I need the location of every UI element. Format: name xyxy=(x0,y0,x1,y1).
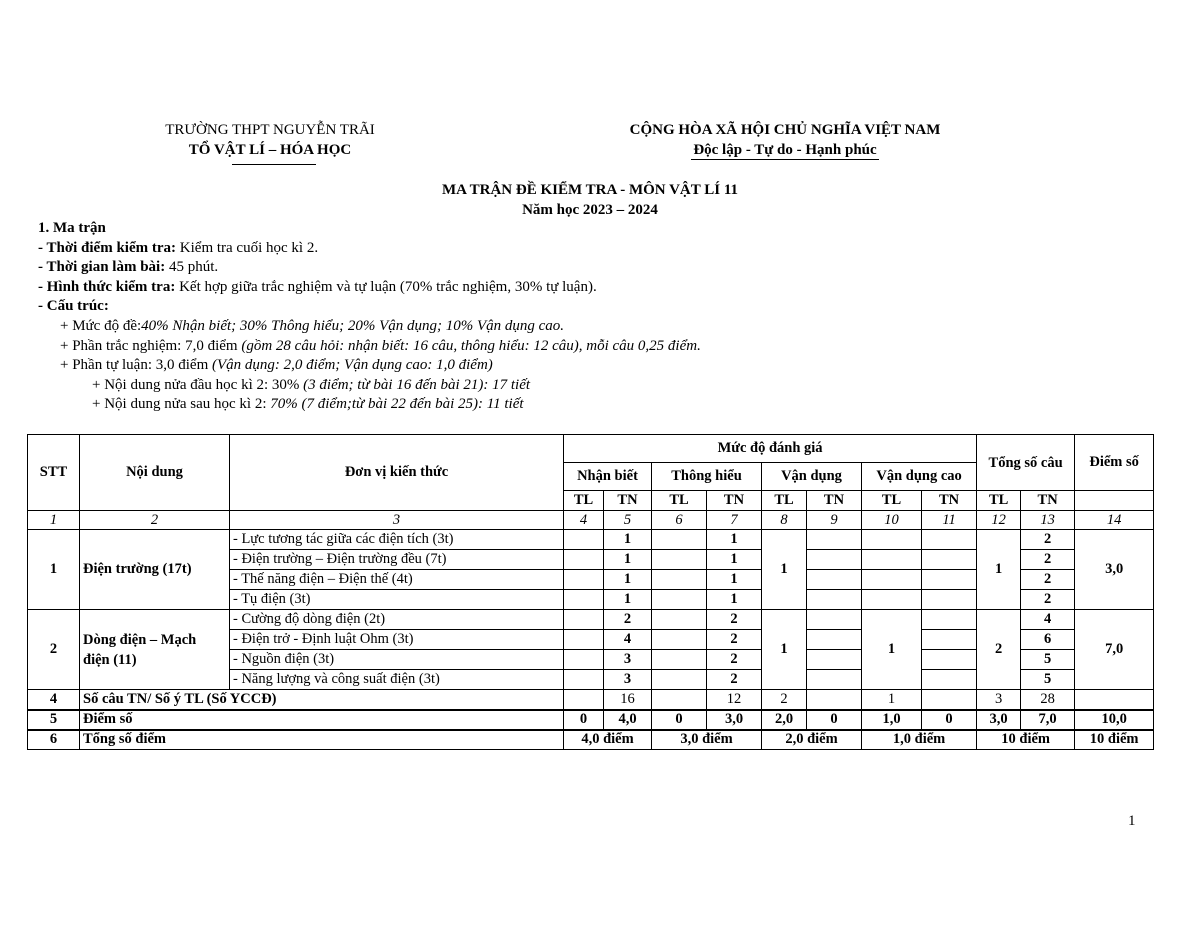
empty-cell xyxy=(564,690,604,710)
title-line-2: Năm học 2023 – 2024 xyxy=(522,202,658,218)
col-number: 14 xyxy=(1075,511,1154,530)
group1-vd-tl: 1 xyxy=(762,530,807,610)
empty-cell xyxy=(564,570,604,590)
score-value: 10,0 xyxy=(1075,710,1154,730)
empty-cell xyxy=(807,530,862,550)
count-stt: 4 xyxy=(28,690,80,710)
empty-cell xyxy=(652,550,707,570)
empty-cell xyxy=(922,610,977,630)
group2-th-tn: 2 xyxy=(707,610,762,630)
empty-cell xyxy=(564,650,604,670)
score-value: 4,0 xyxy=(604,710,652,730)
empty-cell xyxy=(652,670,707,690)
score-value: 0 xyxy=(652,710,707,730)
group1-unit: - Lực tương tác giữa các điện tích (3t) xyxy=(230,530,564,550)
empty-cell xyxy=(807,670,862,690)
header-row-1 xyxy=(28,435,1154,463)
group2-stt: 2 xyxy=(28,610,80,690)
total-stt: 6 xyxy=(28,730,80,750)
nation-header xyxy=(590,120,980,160)
header-level: Mức độ đánh giá xyxy=(564,435,977,463)
count-nb-tn: 16 xyxy=(604,690,652,710)
score-row xyxy=(28,710,1154,730)
table-row xyxy=(28,530,1154,550)
group2-content: Dòng điện – Mạch điện (11) xyxy=(80,610,230,690)
empty-cell xyxy=(652,570,707,590)
group2-total-tn: 4 xyxy=(1021,610,1075,630)
group1-total-tn: 2 xyxy=(1021,570,1075,590)
score-value: 0 xyxy=(807,710,862,730)
header-total-questions: Tổng số câu xyxy=(977,435,1075,491)
group2-nb-tn: 2 xyxy=(604,610,652,630)
empty-cell xyxy=(922,650,977,670)
empty-cell xyxy=(564,530,604,550)
col-number: 9 xyxy=(807,511,862,530)
score-stt: 5 xyxy=(28,710,80,730)
empty-cell xyxy=(564,610,604,630)
group2-total-tl: 2 xyxy=(977,610,1021,690)
count-total-tl: 3 xyxy=(977,690,1021,710)
empty-cell xyxy=(862,530,922,550)
assessment-matrix-table xyxy=(27,434,1154,750)
group2-th-tn: 2 xyxy=(707,670,762,690)
empty-cell xyxy=(807,630,862,650)
empty-cell xyxy=(652,650,707,670)
empty-cell xyxy=(807,650,862,670)
group2-unit: - Nguồn điện (3t) xyxy=(230,650,564,670)
empty-cell xyxy=(564,630,604,650)
total-nb: 4,0 điểm xyxy=(564,730,652,750)
empty-cell xyxy=(807,610,862,630)
group2-nb-tn: 3 xyxy=(604,670,652,690)
header-vdc: Vận dụng cao xyxy=(862,463,977,491)
group1-th-tn: 1 xyxy=(707,590,762,610)
col-number: 3 xyxy=(230,511,564,530)
empty-cell xyxy=(652,610,707,630)
group1-nb-tn: 1 xyxy=(604,530,652,550)
group1-th-tn: 1 xyxy=(707,530,762,550)
header-nb-tl: TL xyxy=(564,491,604,511)
header-nb-tn: TN xyxy=(604,491,652,511)
info-first-half: + Nội dung nửa đầu học kì 2: 30% (3 điểm; từ bài 16 đến bài 21): 17 tiết xyxy=(92,376,531,393)
score-value: 0 xyxy=(922,710,977,730)
col-number: 11 xyxy=(922,511,977,530)
exam-info xyxy=(38,219,1138,415)
group2-nb-tn: 3 xyxy=(604,650,652,670)
total-questions: 10 điểm xyxy=(977,730,1075,750)
group1-total-tn: 2 xyxy=(1021,550,1075,570)
title-line-1: MA TRẬN ĐỀ KIỂM TRA - MÔN VẬT LÍ 11 xyxy=(441,182,738,198)
empty-cell xyxy=(862,590,922,610)
header-unit: Đơn vị kiến thức xyxy=(230,435,564,511)
group1-nb-tn: 1 xyxy=(604,550,652,570)
info-duration: - Thời gian làm bài: 45 phút. xyxy=(38,259,219,276)
group1-score: 3,0 xyxy=(1075,530,1154,610)
count-th-tn: 12 xyxy=(707,690,762,710)
total-th: 3,0 điểm xyxy=(652,730,762,750)
score-value: 0 xyxy=(564,710,604,730)
group2-total-tn: 5 xyxy=(1021,670,1075,690)
header-vdc-tl: TL xyxy=(862,491,922,511)
group2-total-tn: 6 xyxy=(1021,630,1075,650)
count-vd-tl: 2 xyxy=(762,690,807,710)
group1-unit: - Tụ điện (3t) xyxy=(230,590,564,610)
table-row xyxy=(28,610,1154,630)
total-vd: 2,0 điểm xyxy=(762,730,862,750)
header-score: Điểm số xyxy=(1075,435,1154,491)
total-vdc: 1,0 điểm xyxy=(862,730,977,750)
header-vd-tl: TL xyxy=(762,491,807,511)
section-heading: 1. Ma trận xyxy=(38,220,106,236)
group1-stt: 1 xyxy=(28,530,80,610)
header-total-tn: TN xyxy=(1021,491,1075,511)
score-value: 7,0 xyxy=(1021,710,1075,730)
group1-th-tn: 1 xyxy=(707,550,762,570)
score-value: 3,0 xyxy=(977,710,1021,730)
header-th-tl: TL xyxy=(652,491,707,511)
group2-th-tn: 2 xyxy=(707,650,762,670)
empty-cell xyxy=(564,590,604,610)
header-vd-tn: TN xyxy=(807,491,862,511)
count-label: Số câu TN/ Số ý TL (Số YCCĐ) xyxy=(80,690,564,710)
empty-cell xyxy=(807,570,862,590)
document-title xyxy=(300,180,880,220)
empty-cell xyxy=(922,670,977,690)
info-structure: - Cấu trúc: xyxy=(38,298,109,315)
col-number: 8 xyxy=(762,511,807,530)
header-stt: STT xyxy=(28,435,80,511)
empty-cell xyxy=(652,630,707,650)
group2-unit: - Năng lượng và công suất điện (3t) xyxy=(230,670,564,690)
group2-vd-tl: 1 xyxy=(762,610,807,690)
empty-cell xyxy=(862,550,922,570)
info-level: + Mức độ đề:40% Nhận biết; 30% Thông hiểu; 20% Vận dụng; 10% Vận dụng cao. xyxy=(60,317,565,334)
group1-total-tl: 1 xyxy=(977,530,1021,610)
col-number: 4 xyxy=(564,511,604,530)
group1-nb-tn: 1 xyxy=(604,570,652,590)
header-vdc-tn: TN xyxy=(922,491,977,511)
header-nb: Nhận biết xyxy=(564,463,652,491)
col-number: 1 xyxy=(28,511,80,530)
empty-cell xyxy=(1075,690,1154,710)
count-vdc-tl: 1 xyxy=(862,690,922,710)
group2-nb-tn: 4 xyxy=(604,630,652,650)
col-number: 2 xyxy=(80,511,230,530)
school-name: TRƯỜNG THPT NGUYỄN TRÃI xyxy=(165,122,375,138)
empty-cell xyxy=(807,590,862,610)
col-number: 5 xyxy=(604,511,652,530)
header-total-tl: TL xyxy=(977,491,1021,511)
col-number: 13 xyxy=(1021,511,1075,530)
empty-cell xyxy=(807,690,862,710)
empty-cell xyxy=(922,690,977,710)
group1-total-tn: 2 xyxy=(1021,530,1075,550)
group1-total-tn: 2 xyxy=(1021,590,1075,610)
empty-cell xyxy=(922,630,977,650)
score-label: Điểm số xyxy=(80,710,564,730)
total-label: Tổng số điểm xyxy=(80,730,564,750)
count-total-tn: 28 xyxy=(1021,690,1075,710)
col-number: 6 xyxy=(652,511,707,530)
total-row xyxy=(28,730,1154,750)
empty-cell xyxy=(807,550,862,570)
count-row xyxy=(28,690,1154,710)
page-number: 1 xyxy=(1128,813,1136,829)
score-value: 1,0 xyxy=(862,710,922,730)
nation-motto: Độc lập - Tự do - Hạnh phúc xyxy=(693,142,877,158)
department-name: TỔ VẬT LÍ – HÓA HỌC xyxy=(188,142,352,158)
info-form: - Hình thức kiểm tra: Kết hợp giữa trắc nghiệm và tự luận (70% trắc nghiệm, 30% tự luận). xyxy=(38,278,597,295)
school-header xyxy=(140,120,400,160)
group2-unit: - Cường độ dòng điện (2t) xyxy=(230,610,564,630)
empty-cell xyxy=(652,530,707,550)
group1-content: Điện trường (17t) xyxy=(80,530,230,610)
empty-cell xyxy=(922,530,977,550)
info-second-half: + Nội dung nửa sau học kì 2: 70% (7 điểm;từ bài 22 đến bài 25): 11 tiết xyxy=(92,396,524,413)
nation-name: CỘNG HÒA XÃ HỘI CHỦ NGHĨA VIỆT NAM xyxy=(629,122,941,138)
empty-cell xyxy=(922,550,977,570)
empty-cell xyxy=(564,670,604,690)
column-number-row xyxy=(28,511,1154,530)
group2-th-tn: 2 xyxy=(707,630,762,650)
header-th: Thông hiểu xyxy=(652,463,762,491)
info-time: - Thời điểm kiểm tra: Kiểm tra cuối học kì 2. xyxy=(38,239,319,256)
group1-unit: - Điện trường – Điện trường đều (7t) xyxy=(230,550,564,570)
group1-unit: - Thế năng điện – Điện thế (4t) xyxy=(230,570,564,590)
header-empty xyxy=(1075,491,1154,511)
col-number: 7 xyxy=(707,511,762,530)
header-content: Nội dung xyxy=(80,435,230,511)
total-score: 10 điểm xyxy=(1075,730,1154,750)
empty-cell xyxy=(922,570,977,590)
info-essay: + Phần tự luận: 3,0 điểm (Vận dụng: 2,0 điểm; Vận dụng cao: 1,0 điểm) xyxy=(60,357,493,374)
empty-cell xyxy=(862,570,922,590)
group2-vdc-tl: 1 xyxy=(862,610,922,690)
empty-cell xyxy=(652,690,707,710)
header-divider xyxy=(232,164,316,165)
info-multiple-choice: + Phần trắc nghiệm: 7,0 điểm (gồm 28 câu hỏi: nhận biết: 16 câu, thông hiểu: 12 câu), mỗi câu 0,25 điểm. xyxy=(60,337,701,354)
score-value: 2,0 xyxy=(762,710,807,730)
group2-unit: - Điện trở - Định luật Ohm (3t) xyxy=(230,630,564,650)
empty-cell xyxy=(652,590,707,610)
header-th-tn: TN xyxy=(707,491,762,511)
header-vd: Vận dụng xyxy=(762,463,862,491)
empty-cell xyxy=(922,590,977,610)
group1-th-tn: 1 xyxy=(707,570,762,590)
empty-cell xyxy=(564,550,604,570)
col-number: 10 xyxy=(862,511,922,530)
col-number: 12 xyxy=(977,511,1021,530)
score-value: 3,0 xyxy=(707,710,762,730)
group1-nb-tn: 1 xyxy=(604,590,652,610)
group2-total-tn: 5 xyxy=(1021,650,1075,670)
group2-score: 7,0 xyxy=(1075,610,1154,690)
